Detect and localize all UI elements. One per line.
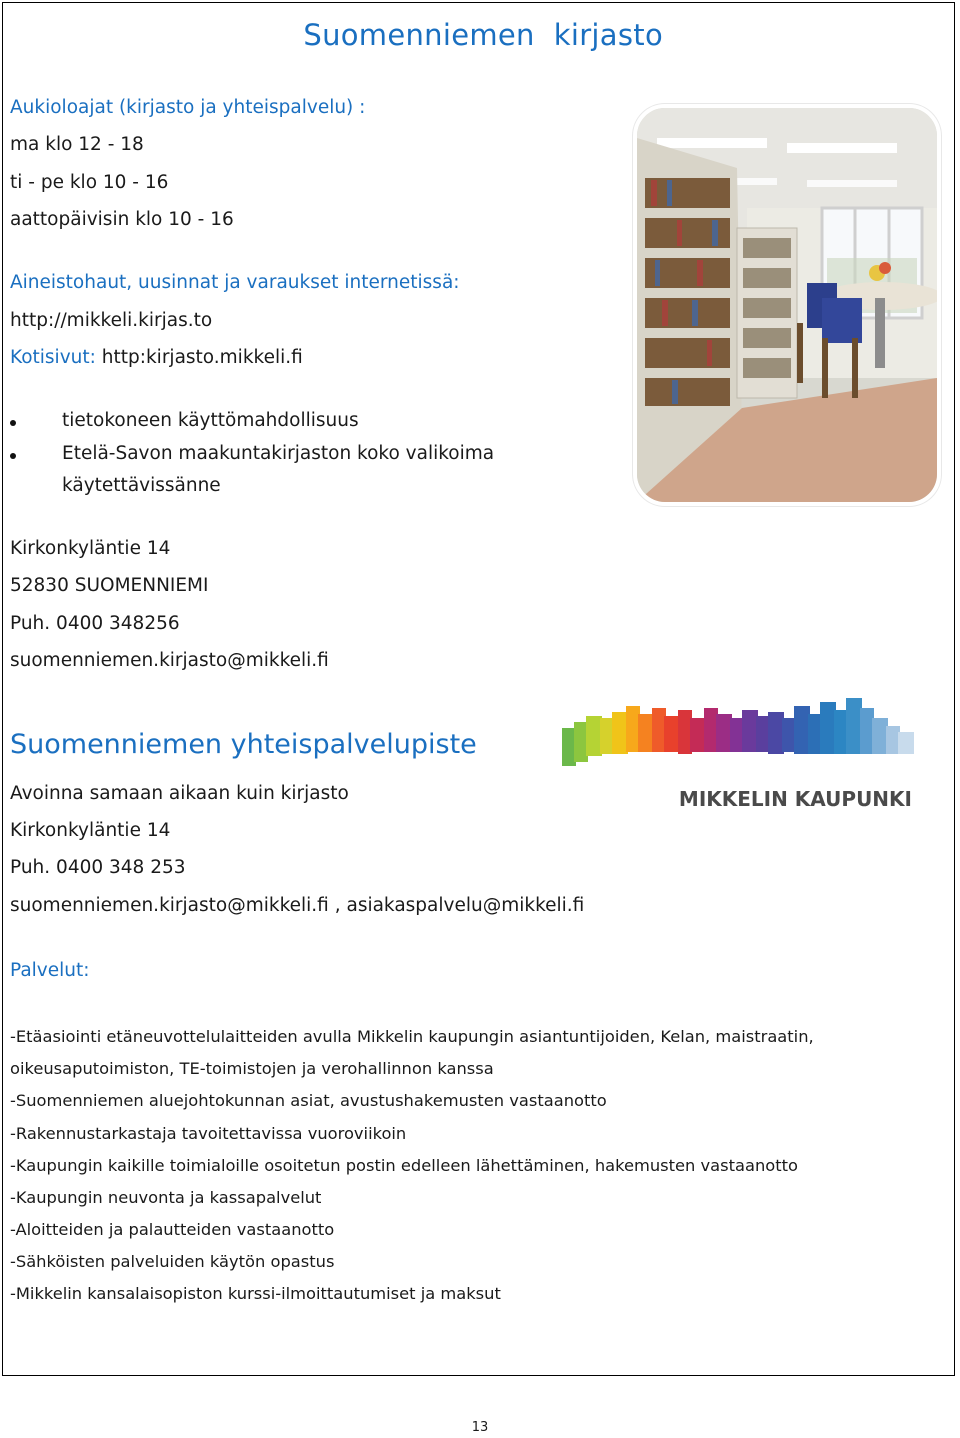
service-item: -Kaupungin kaikille toimialoille osoitetun postin edelleen lähettäminen, hakemusten vastaanotto (10, 1156, 798, 1175)
services-heading: Palvelut: (10, 960, 90, 981)
page-number: 13 (471, 1420, 489, 1435)
mikkelin-kaupunki-logo (560, 688, 920, 818)
service-item: -Sähköisten palveluiden käytön opastus (10, 1252, 335, 1271)
service-item: oikeusaputoimiston, TE-toimistojen ja verohallinnon kanssa (10, 1059, 494, 1078)
service-item: -Etäasiointi etäneuvottelulaitteiden avulla Mikkelin kaupungin asiantuntijoiden, Kelan, maistraatin, (10, 1027, 814, 1046)
feature-item-continuation: käytettävissänne (62, 475, 221, 496)
service-point-heading: Suomenniemen yhteispalvelupiste (10, 729, 477, 760)
service-point-line: Kirkonkyläntie 14 (10, 820, 171, 841)
page-title: Suomenniemen kirjasto (303, 18, 663, 52)
homepage-link[interactable]: http:kirjasto.mikkeli.fi (95, 347, 303, 368)
service-point-line: Avoinna samaan aikaan kuin kirjasto (10, 783, 349, 804)
hours-line: ma klo 12 - 18 (10, 134, 144, 155)
service-point-line: Puh. 0400 348 253 (10, 857, 186, 878)
hours-line: ti - pe klo 10 - 16 (10, 172, 169, 193)
homepage-label: Kotisivut: (10, 347, 96, 368)
service-point-email-links[interactable]: suomenniemen.kirjasto@mikkeli.fi , asiakaspalvelu@mikkeli.fi (10, 895, 585, 916)
library-phone: Puh. 0400 348256 (10, 613, 180, 634)
bullet-icon (10, 453, 16, 459)
service-item: -Mikkelin kansalaisopiston kurssi-ilmoittautumiset ja maksut (10, 1284, 501, 1303)
library-postal: 52830 SUOMENNIEMI (10, 575, 209, 596)
service-item: -Aloitteiden ja palautteiden vastaanotto (10, 1220, 335, 1239)
online-heading: Aineistohaut, uusinnat ja varaukset internetissä: (10, 272, 460, 293)
library-email-link[interactable]: suomenniemen.kirjasto@mikkeli.fi (10, 650, 329, 671)
library-address: Kirkonkyläntie 14 (10, 538, 171, 559)
hours-heading: Aukioloajat (kirjasto ja yhteispalvelu) : (10, 97, 366, 118)
service-item: -Suomenniemen aluejohtokunnan asiat, avustushakemusten vastaanotto (10, 1091, 607, 1110)
hours-line: aattopäivisin klo 10 - 16 (10, 209, 234, 230)
service-item: -Rakennustarkastaja tavoitettavissa vuoroviikoin (10, 1124, 407, 1143)
library-interior-photo (633, 104, 941, 506)
bullet-icon (10, 420, 16, 426)
service-item: -Kaupungin neuvonta ja kassapalvelut (10, 1188, 322, 1207)
online-url-link[interactable]: http://mikkeli.kirjas.to (10, 310, 213, 331)
homepage-row (10, 347, 303, 368)
logo-text: MIKKELIN KAUPUNKI (678, 787, 912, 811)
